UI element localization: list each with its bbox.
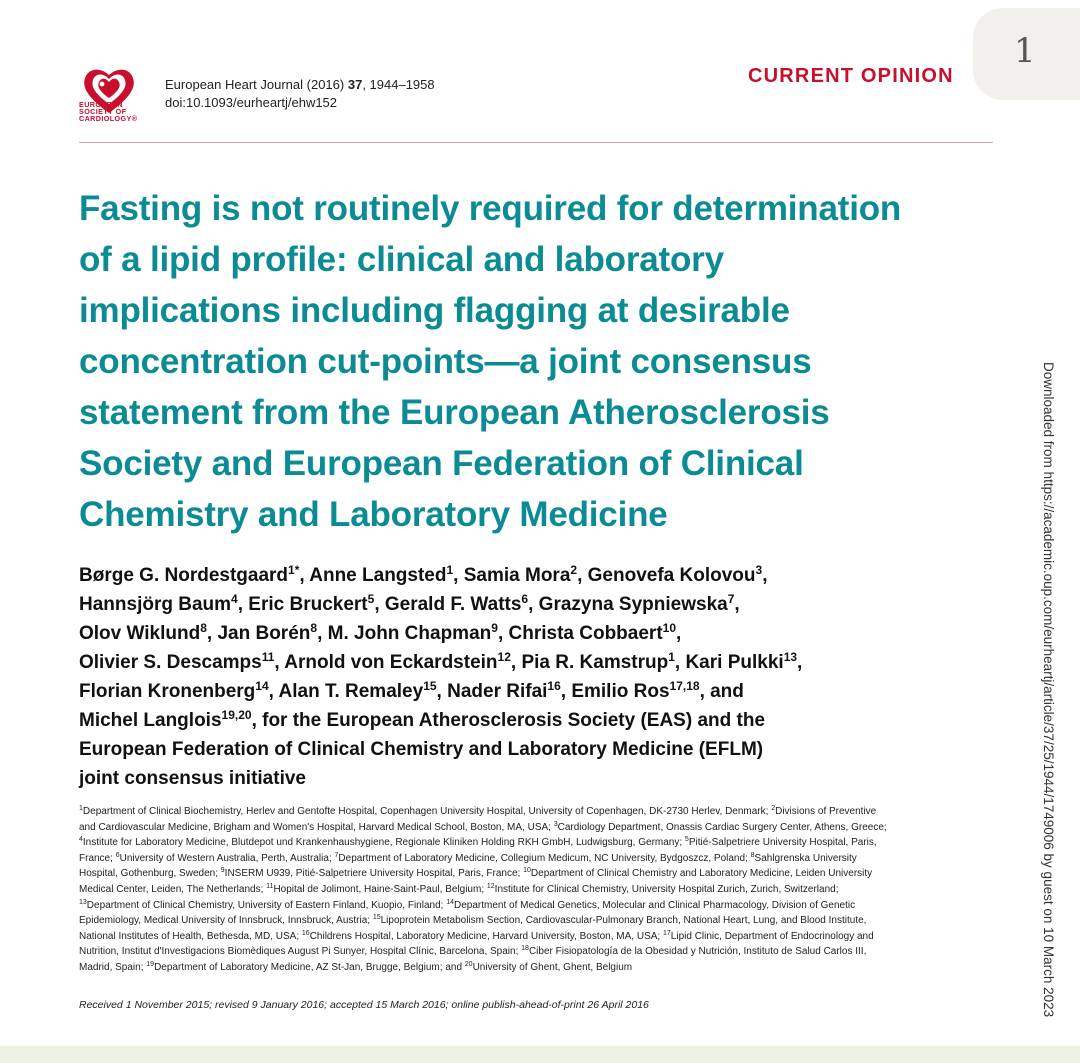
affiliation-marker: 9 [220, 867, 225, 875]
affiliation-marker: 2 [771, 805, 776, 812]
page-bottom-band [0, 1046, 1080, 1063]
affiliation-line [79, 820, 999, 836]
affiliation-line [79, 851, 999, 867]
author-text: Olivier S. Descamps [79, 652, 262, 673]
author-marker: 2 [570, 563, 578, 577]
affiliation-text: Department of Clinical Biochemistry, Herlev and Gentofte Hospital, Copenhagen University Hospital, University of Copenhagen, DK-2730 Herlev, Denmark; [82, 806, 772, 817]
author-marker: 16 [547, 679, 561, 693]
author-text: , Alan T. Remaley [268, 681, 424, 702]
author-marker: 17,18 [669, 679, 700, 693]
logo-line: SOCIETY OF [79, 107, 127, 117]
affiliation-line [79, 835, 999, 851]
title-line: statement from the European Atherosclerosis [79, 393, 830, 432]
author-text: Børge G. Nordestgaard [79, 565, 289, 586]
author-marker: 15 [423, 679, 437, 693]
title-line: Fasting is not routinely required for determination [79, 189, 902, 228]
affiliation-marker: 10 [523, 867, 531, 875]
affiliation-line [79, 882, 999, 898]
affiliation-line [79, 804, 999, 820]
author-marker: 6 [521, 592, 529, 606]
author-marker: 9 [491, 621, 498, 635]
title-line: Society and European Federation of Clinical [79, 444, 804, 483]
affiliation-marker: 20 [464, 960, 473, 968]
affiliation-text: Childrens Hospital, Laboratory Medicine, Harvard University, Boston, MA, USA; [309, 930, 663, 942]
author-marker: 3 [755, 563, 763, 577]
author-text: Florian Kronenberg [79, 681, 256, 702]
header-divider [79, 142, 993, 143]
affiliation-text: INSERM U939, Pitié-Salpetriere University Hospital, Paris, France; [224, 868, 524, 880]
affiliation-text: Hospital, Gothenburg, Sweden; [79, 868, 221, 880]
author-text: , Emilio Ros [560, 681, 670, 702]
affiliation-text: Cardiology Department, Onassis Cardiac Surgery Center, Athens, Greece; [557, 821, 887, 833]
author-text: , Anne Langsted [299, 565, 447, 586]
journal-citation [165, 76, 435, 112]
author-marker: 13 [783, 650, 798, 664]
author-text: , Kari Pulkki [674, 652, 784, 673]
author-marker: 8 [200, 621, 207, 635]
affiliation-marker: 6 [115, 851, 120, 859]
affiliation-marker: 11 [266, 882, 274, 890]
author-text: , Pia R. Kamstrup [510, 652, 669, 673]
author-text: , [762, 565, 768, 586]
author-text: , Arnold von Eckardstein [274, 652, 498, 673]
author-text: , Samia Mora [453, 565, 571, 586]
author-text: , [734, 594, 740, 615]
title-line: of a lipid profile: clinical and laboratory [79, 240, 724, 279]
author-line [79, 706, 979, 735]
affiliation-text: Divisions of Preventive [775, 806, 877, 817]
affiliation-line [79, 913, 999, 929]
affiliation-text: National Institutes of Health, Bethesda, MD, USA; [79, 930, 302, 942]
affiliation-marker: 17 [662, 929, 671, 937]
affiliation-text: Department of Laboratory Medicine, AZ St-Jan, Brugge, Belgium; and [154, 961, 465, 973]
author-line [79, 561, 979, 590]
affiliations [79, 804, 999, 976]
author-text: , [676, 623, 682, 644]
download-note-strip [1018, 350, 1058, 1063]
affiliation-marker: 18 [521, 945, 529, 953]
author-text: , M. John Chapman [317, 623, 492, 644]
affiliation-text: Lipoprotein Metabolism Section, Cardiovascular-Pulmonary Branch, National Heart, Lung, and Blood Institute, [380, 915, 867, 927]
received-dates: Received 1 November 2015; revised 9 January 2016; accepted 15 March 2016; online publish-ahead-of-print 26 April 2016 [79, 999, 649, 1011]
author-text: , [797, 652, 803, 673]
author-text: , Genovefa Kolovou [577, 565, 756, 586]
author-text: Hannsjörg Baum [79, 594, 232, 615]
affiliation-text: Sahlgrenska University [754, 852, 857, 864]
author-marker: 1* [288, 563, 300, 577]
author-marker: 11 [261, 650, 275, 664]
author-line [79, 735, 979, 764]
affiliation-text: Epidemiology, Medical University of Innsbruck, Innsbruck, Austria; [79, 915, 373, 927]
affiliation-marker: 12 [486, 882, 495, 890]
journal-name: European Heart Journal (2016) [165, 77, 345, 92]
author-marker: 19,20 [221, 708, 252, 722]
journal-volume: 37 [347, 77, 363, 92]
affiliation-text: Nutrition, Institut d'Investigacions Biomèdiques August Pi Sunyer, Hospital Clínic, Barcelona, Spain; [79, 946, 522, 958]
affiliation-text: Ciber Fisiopatología de la Obesidad y Nutrición, Instituto de Salud Carlos III, [528, 946, 867, 958]
author-text: Michel Langlois [79, 710, 222, 731]
affiliation-text: Department of Clinical Chemistry, University of Eastern Finland, Kuopio, Finland; [86, 899, 447, 911]
author-marker: 5 [367, 592, 375, 606]
author-text: , Nader Rifai [436, 681, 548, 702]
affiliation-marker: 4 [79, 836, 83, 844]
author-marker: 12 [497, 650, 511, 664]
logo-line: CARDIOLOGY® [79, 114, 138, 124]
author-line [79, 764, 979, 793]
download-note: Downloaded from https://academic.oup.com/eurheartj/article/37/25/1944/1749006 by guest on 10 March 2023 [1041, 362, 1056, 1018]
author-marker: 1 [668, 650, 675, 664]
affiliation-marker: 13 [79, 898, 87, 906]
affiliation-text: Department of Clinical Chemistry and Laboratory Medicine, Leiden University [530, 868, 873, 880]
author-text: , Christa Cobbaert [497, 623, 663, 644]
article-category: CURRENT OPINION [748, 65, 954, 87]
journal-pages: , 1944–1958 [362, 77, 435, 92]
affiliation-marker: 3 [553, 820, 558, 828]
title-line: implications including flagging at desirable [79, 291, 790, 330]
logo-line: EUROPEAN [79, 100, 123, 109]
affiliation-marker: 7 [334, 851, 339, 859]
affiliation-text: Department of Laboratory Medicine, Collegium Medicum, NC University, Bydgoszcz, Poland; [338, 852, 751, 864]
author-marker: 7 [727, 592, 735, 606]
author-text: , for the European Atherosclerosis Society (EAS) and the [251, 710, 766, 731]
author-line [79, 648, 979, 677]
article-title [79, 183, 1009, 540]
author-line [79, 590, 979, 619]
affiliation-line [79, 944, 999, 960]
affiliation-text: Pitié-Salpetriere University Hospital, Paris, [688, 837, 877, 849]
author-text: , and [699, 681, 744, 702]
author-text: , Jan Borén [206, 623, 311, 644]
author-line [79, 677, 979, 706]
page-number: 1 [1014, 31, 1036, 71]
affiliation-line [79, 866, 999, 882]
society-logo-text [79, 101, 149, 123]
affiliation-line [79, 960, 999, 976]
affiliation-marker: 16 [301, 929, 310, 937]
affiliation-text: Medical Center, Leiden, The Netherlands; [79, 883, 267, 895]
affiliation-text: Institute for Laboratory Medicine, Blutdepot und Krankenhaushygiene, Regionale Kliniken Holding RKH GmbH, Ludwigsburg, Germany; [82, 837, 685, 849]
author-list [79, 561, 979, 793]
affiliation-marker: 1 [79, 805, 83, 812]
author-text: joint consensus initiative [79, 768, 306, 789]
author-line [79, 619, 979, 648]
affiliation-text: Hopital de Jolimont, Haine-Saint-Paul, Belgium; [273, 883, 487, 895]
affiliation-text: Madrid, Spain; [79, 961, 147, 973]
author-text: , Eric Bruckert [237, 594, 368, 615]
author-text: Olov Wiklund [79, 623, 201, 644]
affiliation-marker: 5 [684, 836, 689, 844]
author-text: , Grazyna Sypniewska [528, 594, 728, 615]
author-marker: 1 [446, 563, 454, 577]
author-marker: 10 [662, 621, 677, 635]
affiliation-text: Institute for Clinical Chemistry, University Hospital Zurich, Zurich, Switzerland; [494, 883, 839, 895]
author-text: European Federation of Clinical Chemistry and Laboratory Medicine (EFLM) [79, 739, 764, 760]
affiliation-text: University of Western Australia, Perth, Australia; [119, 852, 335, 864]
affiliation-text: France; [79, 852, 116, 864]
title-line: concentration cut-points—a joint consensus [79, 342, 812, 381]
affiliation-line [79, 898, 999, 914]
affiliation-marker: 8 [750, 851, 755, 859]
affiliation-text: Department of Medical Genetics, Molecular and Clinical Pharmacology, Division of Genetic [454, 899, 856, 911]
doi[interactable]: doi:10.1093/eurheartj/ehw152 [165, 95, 338, 110]
author-marker: 8 [310, 621, 318, 635]
author-text: , Gerald F. Watts [374, 594, 522, 615]
affiliation-text: and Cardiovascular Medicine, Brigham and Women's Hospital, Harvard Medical School, Boston, MA, USA; [79, 821, 554, 833]
affiliation-marker: 14 [446, 898, 455, 906]
affiliation-marker: 15 [372, 914, 381, 922]
title-line: Chemistry and Laboratory Medicine [79, 495, 668, 534]
author-marker: 14 [255, 679, 269, 693]
affiliation-text: Lipid Clinic, Department of Endocrinology and [670, 930, 874, 942]
affiliation-line [79, 929, 999, 945]
author-marker: 4 [231, 592, 238, 606]
affiliation-marker: 19 [146, 960, 155, 968]
affiliation-text: University of Ghent, Ghent, Belgium [472, 961, 633, 973]
